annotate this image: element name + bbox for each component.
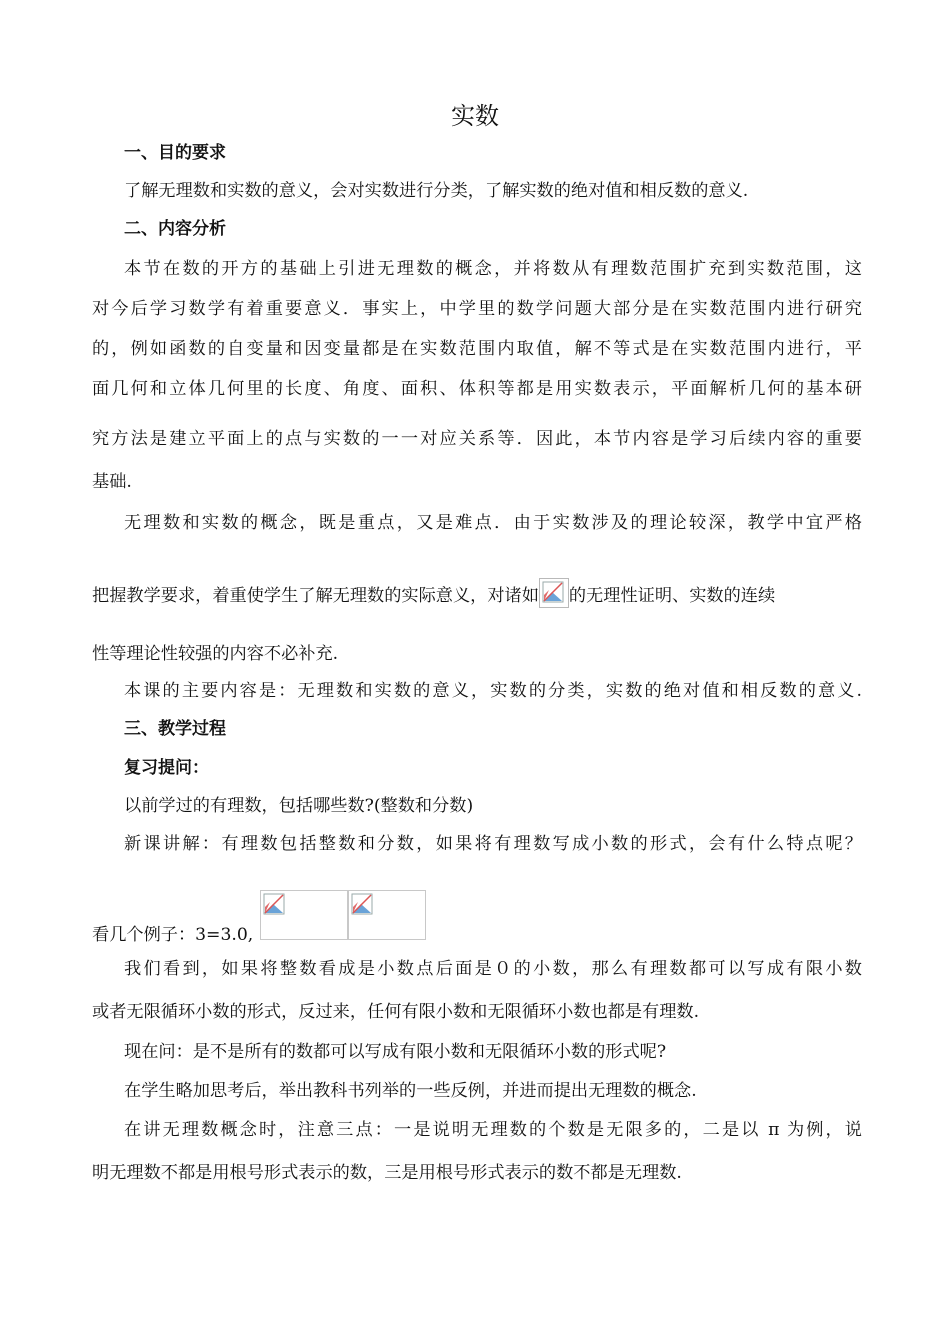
paragraph-line: 我们看到，如果将整数看成是小数点后面是０的小数，那么有理数都可以写成有限小数 xyxy=(124,959,862,979)
paragraph-line: 基础. xyxy=(92,472,132,492)
examples-line: 看几个例子：3=3.0, xyxy=(92,925,254,945)
paragraph-text: 的无理性证明、实数的连续 xyxy=(568,586,776,606)
broken-image-icon xyxy=(539,578,569,608)
paragraph-line: 本节在数的开方的基础上引进无理数的概念，并将数从有理数范围扩充到实数范围，这 xyxy=(124,259,862,279)
paragraph-line: 新课讲解：有理数包括整数和分数，如果将有理数写成小数的形式，会有什么特点呢？ xyxy=(124,834,862,854)
paragraph-line: 明无理数不都是用根号形式表示的数，三是用根号形式表示的数不都是无理数. xyxy=(92,1163,682,1183)
paragraph-line: 在讲无理数概念时，注意三点：一是说明无理数的个数是无限多的，二是以 π 为例，说 xyxy=(124,1120,862,1140)
section-heading-analysis: 二、内容分析 xyxy=(124,219,226,239)
paragraph-line: 面几何和立体几何里的长度、角度、面积、体积等都是用实数表示，平面解析几何的基本研 xyxy=(92,379,862,399)
goals-text: 了解无理数和实数的意义，会对实数进行分类，了解实数的绝对值和相反数的意义. xyxy=(124,181,749,201)
paragraph-line: 现在问：是不是所有的数都可以写成有限小数和无限循环小数的形式呢? xyxy=(124,1042,667,1062)
broken-image-icon xyxy=(348,890,426,940)
paragraph-line: 在学生略加思考后，举出教科书列举的一些反例，并进而提出无理数的概念. xyxy=(124,1081,697,1101)
paragraph-line: 或者无限循环小数的形式，反过来，任何有限小数和无限循环小数也都是有理数. xyxy=(92,1002,700,1022)
section-heading-goals: 一、目的要求 xyxy=(124,143,226,163)
paragraph-line: 的，例如函数的自变量和因变量都是在实数范围内取值，解不等式是在实数范围内进行，平 xyxy=(92,339,862,359)
paragraph-text: 把握教学要求，着重使学生了解无理数的实际意义，对诸如 xyxy=(92,586,539,606)
page-title: 实数 xyxy=(451,102,499,130)
paragraph-line: 究方法是建立平面上的点与实数的一一对应关系等．因此，本节内容是学习后续内容的重要 xyxy=(92,429,862,449)
broken-image-icon xyxy=(260,890,348,940)
paragraph-line: 以前学过的有理数，包括哪些数?(整数和分数) xyxy=(124,796,474,816)
paragraph-line: 无理数和实数的概念，既是重点，又是难点．由于实数涉及的理论较深，教学中宜严格 xyxy=(124,513,862,533)
paragraph-line: 性等理论性较强的内容不必补充. xyxy=(92,644,339,664)
paragraph-line-with-image xyxy=(92,578,862,608)
paragraph-line: 对今后学习数学有着重要意义．事实上，中学里的数学问题大部分是在实数范围内进行研究 xyxy=(92,299,862,319)
subheading-review: 复习提问： xyxy=(124,758,209,778)
paragraph-line: 本课的主要内容是：无理数和实数的意义，实数的分类，实数的绝对值和相反数的意义. xyxy=(124,681,862,701)
section-heading-process: 三、教学过程 xyxy=(124,719,226,739)
